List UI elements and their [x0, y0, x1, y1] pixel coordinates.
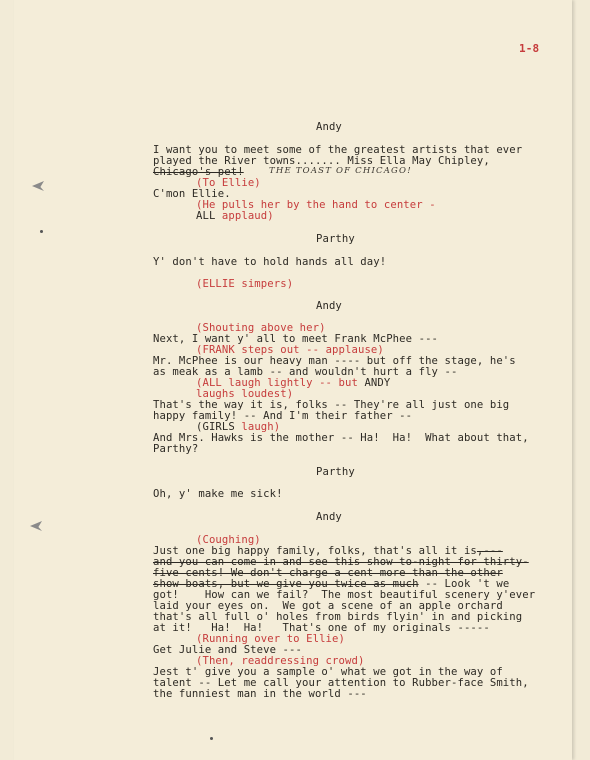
stage-direction: (ELLIE simpers)	[196, 278, 294, 290]
dialogue-line: Mr. McPhee is our heavy man ---- but off the stage, he's	[153, 355, 516, 367]
dialogue-line: Jest t' give you a sample o' what we got in the way of	[153, 666, 503, 678]
dialogue-line: I want you to meet some of the greatest artists that ever	[153, 144, 523, 156]
struck-text: ,---	[476, 545, 503, 557]
stage-direction: (Coughing)	[196, 534, 261, 546]
dialogue-line: at it! Ha! Ha! That's one of my originals -----	[153, 622, 490, 634]
direction-part: (FRANK	[196, 344, 242, 356]
struck-text: Chicago's pet!	[153, 166, 244, 178]
script-page	[14, 0, 572, 760]
direction-part: ANDY	[364, 377, 391, 389]
direction-part: laugh lightly -- but	[228, 377, 365, 389]
direction-part: applaud)	[221, 210, 274, 222]
character-name: Parthy	[316, 233, 355, 245]
direction-part: steps out -- applause)	[241, 344, 384, 356]
dialogue-line: that's all full o' holes from birds flyin' in and picking	[153, 611, 523, 623]
character-name: Andy	[316, 121, 342, 133]
dialogue-line: And Mrs. Hawks is the mother -- Ha! Ha! What about that,	[153, 432, 529, 444]
dialogue-line: That's the way it is, folks -- They're all just one big	[153, 399, 510, 411]
struck-text: five cents! We don't charge a cent more than the other	[153, 567, 503, 579]
direction-part: (ALL	[196, 377, 229, 389]
dialogue-line: played the River towns....... Miss Ella May Chipley,	[153, 155, 490, 167]
stage-direction: laughs loudest)	[196, 388, 294, 400]
struck-text: and you can come in and see this show to-night for thirty-	[153, 556, 529, 568]
dialogue-line: C'mon Ellie.	[153, 188, 231, 200]
punch-hole	[30, 521, 42, 531]
struck-text: show boats, but we give you twice as much	[153, 578, 419, 590]
dialogue-line: talent -- Let me call your attention to Rubber-face Smith,	[153, 677, 529, 689]
punch-hole	[32, 181, 44, 191]
dialogue-line: laid your eyes on. We got a scene of an apple orchard	[153, 600, 503, 612]
direction-part: (GIRLS	[196, 421, 242, 433]
dialogue-part: -- Look 't we	[418, 578, 510, 590]
speck	[210, 737, 213, 740]
speck	[40, 230, 43, 233]
page-number: 1-8	[519, 42, 540, 55]
dialogue-line: Y' don't have to hold hands all day!	[153, 256, 387, 268]
dialogue-line: happy family! -- And I'm their father --	[153, 410, 413, 422]
stage-direction	[196, 211, 274, 222]
dialogue-line: Next, I want y' all to meet Frank McPhee ---	[153, 333, 439, 345]
dialogue-part: Just one big happy family, folks, that's all it is	[153, 545, 477, 557]
character-name: Andy	[316, 300, 342, 312]
stage-direction: (Running over to Ellie)	[196, 633, 345, 645]
stage-direction: (Shouting above her)	[196, 322, 326, 334]
stage-direction: (Then, readdressing crowd)	[196, 655, 365, 667]
handwritten-note: THE TOAST OF CHICAGO!	[269, 166, 412, 176]
dialogue-line: Get Julie and Steve ---	[153, 644, 302, 656]
dialogue-line: Oh, y' make me sick!	[153, 488, 283, 500]
character-name: Andy	[316, 511, 342, 523]
dialogue-line: got! How can we fail? The most beautiful scenery y'ever	[153, 589, 536, 601]
dialogue-line: the funniest man in the world ---	[153, 688, 367, 700]
stage-direction: (To Ellie)	[196, 177, 261, 189]
character-name: Parthy	[316, 466, 355, 478]
dialogue-line: Parthy?	[153, 443, 199, 455]
direction-part: ALL	[196, 210, 222, 222]
dialogue-line: as meak as a lamb -- and wouldn't hurt a fly --	[153, 366, 458, 378]
direction-part: laugh)	[241, 421, 281, 433]
stage-direction: (He pulls her by the hand to center -	[196, 199, 436, 211]
